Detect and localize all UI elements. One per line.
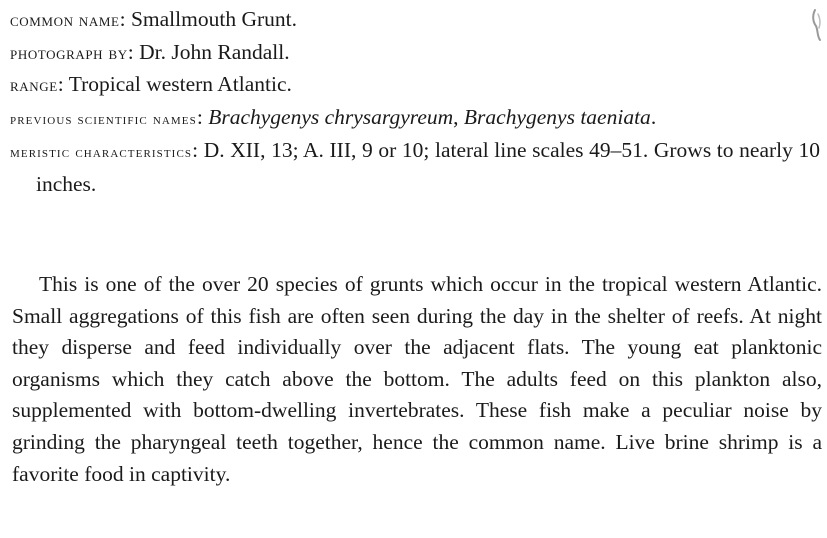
range-value: Tropical western Atlantic. bbox=[68, 72, 292, 96]
common-name-label: common name bbox=[10, 10, 120, 31]
range-entry bbox=[10, 69, 820, 102]
range-label: range bbox=[10, 75, 58, 96]
scientific-name-2: Brachygenys taeniata bbox=[463, 104, 651, 129]
photograph-by-value: Dr. John Randall. bbox=[139, 39, 290, 64]
scientific-names-end: . bbox=[650, 104, 657, 129]
fact-entries bbox=[10, 4, 820, 200]
previous-scientific-names-label: previous scientific names bbox=[10, 110, 197, 128]
meristic-characteristics-separator: : bbox=[192, 138, 204, 162]
previous-scientific-names-entry bbox=[10, 102, 820, 136]
photograph-by-entry bbox=[10, 37, 820, 70]
meristic-characteristics-value: D. XII, 13; A. III, 9 or 10; lateral line scales 49–51. Grows to nearly 10 inches. bbox=[36, 138, 820, 196]
range-separator: : bbox=[57, 72, 69, 96]
meristic-characteristics-entry bbox=[10, 135, 820, 200]
scientific-name-1: Brachygenys chrysargyreum bbox=[208, 104, 454, 129]
description-paragraph: This is one of the over 20 species of grunts which occur in the tropical western Atlantic. Small aggregations of this fish are often seen during the day in the shelter of reefs. At night they disperse and feed individually over the adjacent flats. The young eat planktonic organisms which they catch above the bottom. The adults feed on this plankton also, supplemented with bottom-dwelling invertebrates. These fish make a peculiar noise by grinding the pharyngeal teeth together, hence the common name. Live brine shrimp is a favorite food in captivity. bbox=[12, 272, 822, 486]
photograph-by-label: photograph by bbox=[10, 42, 128, 64]
previous-scientific-names-separator: : bbox=[196, 104, 209, 129]
common-name-separator: : bbox=[119, 7, 131, 31]
meristic-characteristics-label: meristic characteristics bbox=[10, 144, 193, 161]
page-edge-mark bbox=[809, 6, 823, 46]
common-name-entry bbox=[10, 4, 820, 37]
scientific-names-between: , bbox=[453, 104, 464, 129]
common-name-value: Smallmouth Grunt. bbox=[130, 7, 297, 31]
photograph-by-separator: : bbox=[127, 39, 140, 64]
